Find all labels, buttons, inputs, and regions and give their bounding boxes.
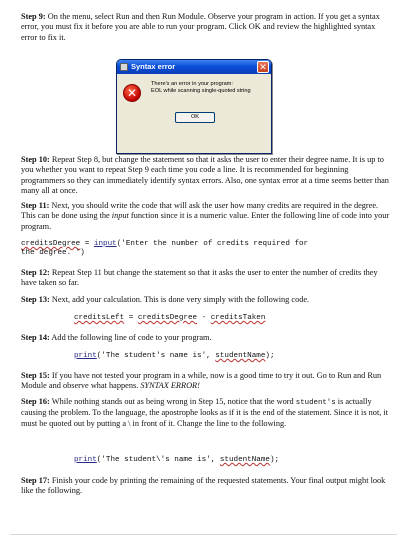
step-9-text: On the menu, select Run and then Run Module. Observe your program in action. If you get a syntax error, you must fix it before you are able to run your program. Click OK and review the highlighted syntax error to fix it. xyxy=(21,12,380,42)
step-14-paragraph xyxy=(21,333,393,343)
code-fn-input: input xyxy=(93,240,117,248)
step-17-label: Step 17: xyxy=(21,476,50,485)
code-var-credits-degree: creditsDegree xyxy=(137,314,198,322)
code-var-credits-left: creditsLeft xyxy=(74,314,125,322)
error-icon-glyph: ✕ xyxy=(126,86,138,100)
code-fn-print: print xyxy=(74,456,97,464)
step-13-label: Step 13: xyxy=(21,295,50,304)
dialog-titlebar xyxy=(117,60,271,74)
step-15-paragraph xyxy=(21,371,393,392)
step-13-paragraph xyxy=(21,295,393,305)
close-icon: ✕ xyxy=(259,62,267,72)
code-print-args-escaped: ('The student\'s name is', xyxy=(96,456,220,464)
step-11-italic-input: input xyxy=(111,211,129,221)
code-terminator: ); xyxy=(269,456,280,464)
code-fn-print: print xyxy=(74,352,97,360)
step-14-label: Step 14: xyxy=(21,333,50,342)
step-15-text: If you have not tested your program in a while, now is a good time to try it out. Go to Run and Run Module and observe what happens. xyxy=(21,371,382,391)
code-terminator: ); xyxy=(265,352,275,360)
step-12-text: Repeat Step 11 but change the statement so that it asks the user to enter the number of credits they have taken so far. xyxy=(21,268,378,288)
error-message-line-2: EOL while scanning single-quoted string xyxy=(151,88,251,94)
code-var-credits-degree: creditsDegree xyxy=(21,240,81,248)
step-12-label: Step 12: xyxy=(21,268,50,277)
step-11-text-b: function since it is a numeric value. Enter the following line of code into your program. xyxy=(21,211,390,231)
syntax-error-dialog xyxy=(116,59,272,154)
ok-button[interactable]: OK xyxy=(175,112,215,123)
step-16-text-b: is actually causing the problem. To the language, the apostrophe looks as if it is the end of the statement. Since it is not, it must be quoted out by putting a \ in front of it. Change the line to the following. xyxy=(21,397,389,428)
step-14-text: Add the following line of code to your program. xyxy=(49,333,212,342)
code-line-print-error xyxy=(74,352,275,361)
step-10-text: Repeat Step 8, but change the statement so that it asks the user to enter their degree name. It is up to you whether you want to repeat Step 9 each time you code a line. It is recommended for beginning programmers so they can immediately identify syntax errors. Also, one syntax error at a time seems better than many all at once. xyxy=(21,155,389,195)
code-var-credits-taken: creditsTaken xyxy=(210,314,266,322)
step-9-label: Step 9: xyxy=(21,12,46,21)
code-line-credits-degree-cont: the degree. ') xyxy=(21,249,85,257)
code-operator: = xyxy=(124,314,138,322)
step-17-text: Finish your code by printing the remaining of the requested statements. Your final output might look like the following. xyxy=(21,476,386,496)
code-line-credits-left xyxy=(74,314,265,323)
dialog-title: Syntax error xyxy=(131,62,176,71)
code-line-credits-degree xyxy=(21,240,308,249)
code-var-student-name: studentName xyxy=(215,352,266,360)
step-16-code-word: student's xyxy=(295,399,336,407)
step-11-paragraph xyxy=(21,201,393,232)
page-bottom-divider xyxy=(10,534,397,535)
error-message-line-1: There's an error in your program: xyxy=(151,81,233,87)
step-9-paragraph xyxy=(21,12,393,43)
step-15-label: Step 15: xyxy=(21,371,50,380)
error-icon xyxy=(123,84,141,102)
step-16-label: Step 16: xyxy=(21,397,50,406)
step-10-label: Step 10: xyxy=(21,155,50,164)
code-line-print-fixed xyxy=(74,456,279,465)
step-13-text: Next, add your calculation. This is done very simply with the following code. xyxy=(49,295,310,304)
code-print-args: ('The student's name is', xyxy=(96,352,216,360)
step-16-text-a: While nothing stands out as being wrong in Step 15, notice that the word xyxy=(49,397,296,406)
code-var-student-name: studentName xyxy=(219,456,270,464)
step-12-paragraph xyxy=(21,268,393,289)
step-15-syntax-error: SYNTAX ERROR! xyxy=(140,381,200,391)
code-input-args: ('Enter the number of credits required for xyxy=(116,240,309,248)
close-button[interactable] xyxy=(257,61,269,73)
step-16-paragraph xyxy=(21,397,393,429)
code-operator: - xyxy=(197,314,211,322)
step-11-label: Step 11: xyxy=(21,201,50,210)
step-11-text-a: Next, you should write the code that will ask the user how many credits are required in the degree. This can be done using the xyxy=(21,201,379,221)
window-icon xyxy=(120,63,128,71)
step-17-paragraph xyxy=(21,476,393,497)
code-operator: = xyxy=(80,240,94,248)
step-10-paragraph xyxy=(21,155,393,196)
